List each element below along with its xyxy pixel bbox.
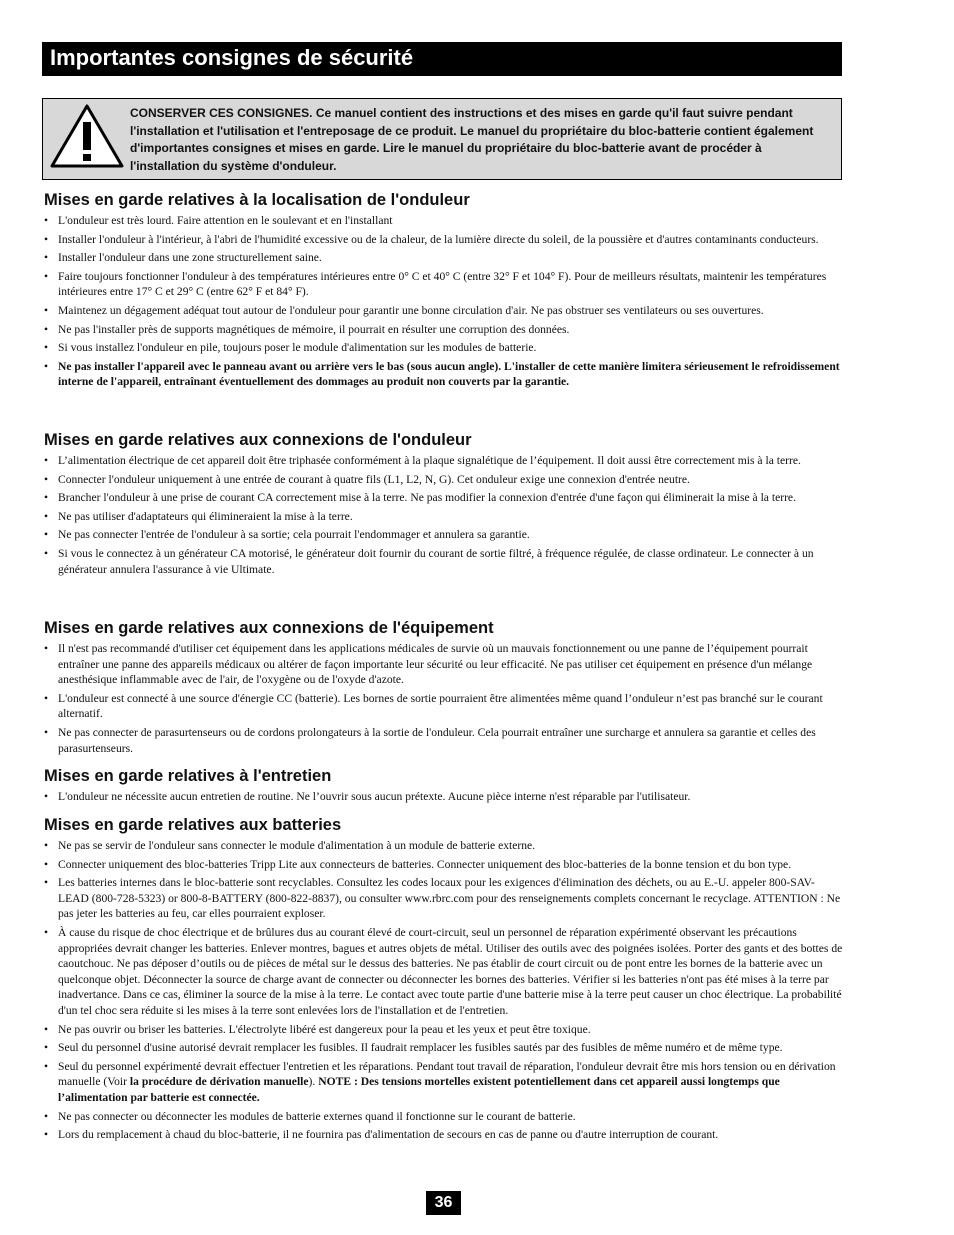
bullet-list	[44, 789, 844, 805]
list-item: • Ne pas se servir de l'onduleur sans connecter le module d'alimentation à un module de batterie externe.	[44, 838, 844, 854]
bullet-list	[44, 838, 844, 1143]
list-item: • L'onduleur est connecté à une source d'énergie CC (batterie). Les bornes de sortie pourraient être alimentées même quand l’onduleur n’est pas branché sur le courant alternatif.	[44, 691, 844, 722]
bullet-list	[44, 453, 844, 577]
list-item: • Lors du remplacement à chaud du bloc-batterie, il ne fournira pas d'alimentation de secours en cas de panne ou d'autre interruption de courant.	[44, 1127, 844, 1143]
list-item: • Seul du personnel d'usine autorisé devrait remplacer les fusibles. Il faudrait remplacer les fusibles sautés par des fusibles de même numéro et de même type.	[44, 1040, 844, 1056]
list-item: • Si vous le connectez à un générateur CA motorisé, le générateur doit fournir du courant de sortie filtré, à fréquence régulée, de classe ordinateur. Le connecter à un générateur annulera l'assurance à vie Ultimate.	[44, 546, 844, 577]
bullet-list	[44, 213, 844, 390]
list-item: • Ne pas connecter l'entrée de l'onduleur à sa sortie; cela pourrait l'endommager et annulera sa garantie.	[44, 527, 844, 543]
section-connexions-onduleur	[44, 431, 844, 580]
list-item: • À cause du risque de choc électrique et de brûlures dus au courant élevé de court-circuit, seul un personnel de réparation expérimenté observant les précautions appropriées devrait changer les batteries. Enlever montres, bagues et autres objets de métal. Utiliser des outils avec des poignées isolées. Porter des gants et des bottes de caoutchouc. Ne pas déposer d’outils ou de pièces de métal sur le dessus des batteries. Ne pas établir de court circuit ou de pont entre les bornes de la batterie avec un quelconque objet. Déconnecter la source de charge avant de connecter ou déconnecter les bornes des batteries. Vérifier si les batteries n'ont pas été mises à la terre par inadvertance. Dans ce cas, éliminer la source de la mise à la terre. Le contact avec toute partie d'une batterie mise à la terre peut causer un choc électrique. La probabilité d'un tel choc sera réduite si les mises à la terre sont enlevées lors de l'installation et de l'entretien.	[44, 925, 844, 1019]
list-item: • Maintenez un dégagement adéquat tout autour de l'onduleur pour garantir une bonne circulation d'air. Ne pas obstruer ses ventilateurs ou ses ouvertures.	[44, 303, 844, 319]
list-item: • Brancher l'onduleur à une prise de courant CA correctement mise à la terre. Ne pas modifier la connexion d'entrée d'une façon qui éliminerait la mise à la terre.	[44, 490, 844, 506]
section-heading: Mises en garde relatives à l'entretien	[44, 767, 332, 785]
section-heading: Mises en garde relatives aux connexions de l'onduleur	[44, 431, 472, 449]
section-connexions-equipement	[44, 619, 844, 759]
list-item: • L'onduleur est très lourd. Faire attention en le soulevant et en l'installant	[44, 213, 844, 229]
list-item: • L’alimentation électrique de cet appareil doit être triphasée conformément à la plaque signalétique de l’équipement. Il doit aussi être correctement mis à la terre.	[44, 453, 844, 469]
list-item: • Connecter l'onduleur uniquement à une entrée de courant à quatre fils (L1, L2, N, G). Cet onduleur exige une connexion d'entrée neutre.	[44, 472, 844, 488]
list-item: • Connecter uniquement des bloc-batteries Tripp Lite aux connecteurs de batteries. Connecter uniquement des bloc-batteries de la bonne tension et du bon type.	[44, 857, 844, 873]
warning-text: CONSERVER CES CONSIGNES. Ce manuel contient des instructions et des mises en garde qu'il faut suivre pendant l'installation et l'utilisation et l'entreposage de ce produit. Le manuel du propriétaire du bloc-batterie contient également d'importantes consignes et mises en garde. Lire le manuel du propriétaire du bloc-batterie avant de procéder à l'installation du système d'onduleur.	[130, 106, 814, 173]
list-item: • Ne pas utiliser d'adaptateurs qui élimineraient la mise à la terre.	[44, 509, 844, 525]
section-batteries	[44, 816, 844, 1146]
list-item: • Installer l'onduleur dans une zone structurellement saine.	[44, 250, 844, 266]
list-item: • Installer l'onduleur à l'intérieur, à l'abri de l'humidité excessive ou de la chaleur, de la lumière directe du soleil, de la poussière et d'autres contaminants conducteurs.	[44, 232, 844, 248]
page-title: Importantes consignes de sécurité	[42, 42, 842, 76]
section-heading: Mises en garde relatives aux batteries	[44, 816, 342, 834]
list-item: • Ne pas connecter de parasurtenseurs ou de cordons prolongateurs à la sortie de l'onduleur. Cela pourrait entraîner une surcharge et annulera sa garantie et celles des parasurtenseurs.	[44, 725, 844, 756]
list-item: • Ne pas connecter ou déconnecter les modules de batterie externes quand il fonctionne sur le courant de batterie.	[44, 1109, 844, 1125]
bullet-list	[44, 641, 844, 756]
section-heading: Mises en garde relatives aux connexions de l'équipement	[44, 619, 494, 637]
warning-triangle-icon	[49, 103, 125, 169]
warning-box	[42, 98, 842, 180]
section-entretien	[44, 767, 844, 808]
page-number: 36	[426, 1191, 461, 1215]
section-heading: Mises en garde relatives à la localisation de l'onduleur	[44, 191, 470, 209]
list-item: • Si vous installez l'onduleur en pile, toujours poser le module d'alimentation sur les modules de batterie.	[44, 340, 844, 356]
list-item: • Les batteries internes dans le bloc-batterie sont recyclables. Consultez les codes locaux pour les exigences d'élimination des déchets, ou au E.-U. appeler 800-SAV-LEAD (800-728-5323) or 800-8-BATTERY (800-822-8837), ou consulter www.rbrc.com pour des renseignements complets concernant le recyclage. ATTENTION : Ne pas jeter les batteries au feu, car elles pourraient exploser.	[44, 875, 844, 922]
list-item: • Il n'est pas recommandé d'utiliser cet équipement dans les applications médicales de survie où un mauvais fonctionnement ou une panne de l’équipement pourrait entraîner une panne des appareils médicaux ou altérer de façon importante leur sécurité ou leur efficacité. Ne pas utiliser cet équipement en présence d'un mélange anesthésique inflammable avec de l'air, de l'oxygène ou de l'oxyde d'azote.	[44, 641, 844, 688]
section-localisation	[44, 191, 844, 393]
list-item: • Faire toujours fonctionner l'onduleur à des températures intérieures entre 0° C et 40° C (entre 32° F et 104° F). Pour de meilleurs résultats, maintenir les températures intérieures entre 17° C et 29° C (entre 62° F et 84° F).	[44, 269, 844, 300]
list-item: • Ne pas ouvrir ou briser les batteries. L'électrolyte libéré est dangereux pour la peau et les yeux et peut être toxique.	[44, 1022, 844, 1038]
list-item: • L'onduleur ne nécessite aucun entretien de routine. Ne l’ouvrir sous aucun prétexte. Aucune pièce interne n'est réparable par l'utilisateur.	[44, 789, 844, 805]
list-item: • Ne pas installer l'appareil avec le panneau avant ou arrière vers le bas (sous aucun angle). L'installer de cette manière limitera sérieusement le refroidissement interne de l'appareil, entraînant éventuellement des dommages au produit non couverts par la garantie.	[44, 359, 844, 390]
list-item: • Ne pas l'installer près de supports magnétiques de mémoire, il pourrait en résulter une corruption des données.	[44, 322, 844, 338]
list-item: • Seul du personnel expérimenté devrait effectuer l'entretien et les réparations. Pendant tout travail de réparation, l'onduleur devrait être mis hors tension ou en dérivation manuelle (Voir la procédure de dérivation manuelle). NOTE : Des tensions mortelles existent potentiellement dans cet appareil aussi longtemps que l’alimentation par batterie est connectée.	[44, 1059, 844, 1106]
